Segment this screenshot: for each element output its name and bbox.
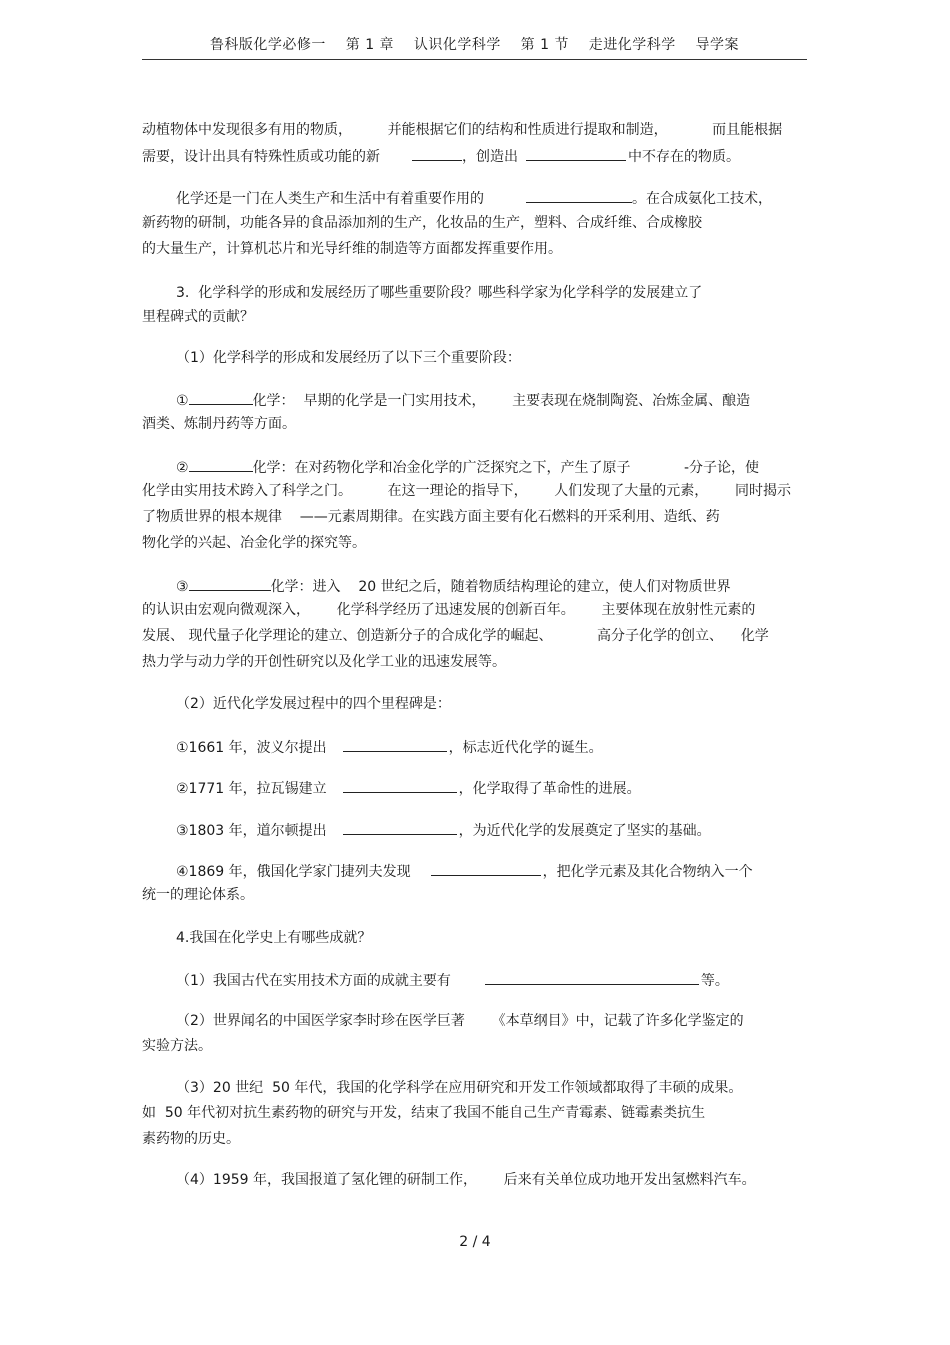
fill-blank[interactable] bbox=[343, 778, 457, 793]
fill-blank[interactable] bbox=[189, 390, 253, 405]
q3-line2: 里程碑式的贡献？ bbox=[142, 309, 254, 325]
stage2-line1: ② 化学：在对药物化学和冶金化学的广泛探究之下，产生了原子 -分子论，使 bbox=[176, 457, 759, 477]
china-achievement-2-line1: （2）世界闻名的中国医学家李时珍在医学巨著 《本草纲目》中，记载了许多化学鉴定的 bbox=[176, 1013, 744, 1029]
fill-blank[interactable] bbox=[189, 576, 271, 591]
china-achievement-3-line2: 如 50 年代初对抗生素药物的研究与开发，结束了我国不能自己生产青霉素、链霉素类抗生 bbox=[142, 1105, 706, 1121]
stage3-line2: 的认识由宏观向微观深入， 化学科学经历了迅速发展的创新百年。 主要体现在放射性元素的 bbox=[142, 602, 756, 618]
p2-line3: 的大量生产，计算机芯片和光导纤维的制造等方面都发挥重要作用。 bbox=[142, 241, 562, 257]
p1-line1: 动植物体中发现很多有用的物质， 并能根据它们的结构和性质进行提取和制造， 而且能根据 bbox=[142, 122, 783, 138]
fill-blank[interactable] bbox=[431, 861, 541, 876]
milestone-4-line2: 统一的理论体系。 bbox=[142, 887, 254, 903]
stage1-line2: 酒类、炼制丹药等方面。 bbox=[142, 416, 296, 432]
milestone-4-line1: ④1869 年，俄国化学家门捷列夫发现 ，把化学元素及其化合物纳入一个 bbox=[176, 861, 753, 881]
p2-line2: 新药物的研制，功能各异的食品添加剂的生产，化妆品的生产，塑料、合成纤维、合成橡胶 bbox=[142, 215, 702, 231]
china-achievement-3-line3: 素药物的历史。 bbox=[142, 1131, 240, 1147]
stage3-line3: 发展、 现代量子化学理论的建立、创造新分子的合成化学的崛起、 高分子化学的创立、 化学 bbox=[142, 628, 769, 644]
china-achievement-3-line1: （3）20 世纪 50 年代，我国的化学科学在应用研究和开发工作领域都取得了丰硕的成果。 bbox=[176, 1080, 743, 1096]
q4-heading: 4.我国在化学史上有哪些成就？ bbox=[176, 930, 372, 946]
fill-blank[interactable] bbox=[343, 737, 447, 752]
stage3-line1: ③ 化学：进入 20 世纪之后，随着物质结构理论的建立，使人们对物质世界 bbox=[176, 576, 731, 596]
section-2-heading: （2）近代化学发展过程中的四个里程碑是： bbox=[176, 696, 451, 712]
stage2-line4: 物化学的兴起、冶金化学的探究等。 bbox=[142, 535, 366, 551]
fill-blank[interactable] bbox=[485, 970, 699, 985]
stage2-line3: 了物质世界的根本规律 ——元素周期律。在实践方面主要有化石燃料的开采利用、造纸、药 bbox=[142, 509, 720, 525]
p2-line1: 化学还是一门在人类生产和生活中有着重要作用的 。在合成氨化工技术， bbox=[176, 188, 772, 208]
header-rule bbox=[142, 59, 807, 60]
page-number: 2 / 4 bbox=[459, 1234, 491, 1250]
milestone-1: ①1661 年，波义尔提出 ，标志近代化学的诞生。 bbox=[176, 737, 603, 757]
section-1-heading: （1）化学科学的形成和发展经历了以下三个重要阶段： bbox=[176, 350, 521, 366]
milestone-2: ②1771 年，拉瓦锡建立 ，化学取得了革命性的进展。 bbox=[176, 778, 641, 798]
china-achievement-2-line2: 实验方法。 bbox=[142, 1038, 212, 1054]
page-header: 鲁科版化学必修一 第 1 章 认识化学科学 第 1 节 走进化学科学 导学案 bbox=[209, 37, 740, 53]
fill-blank[interactable] bbox=[343, 820, 457, 835]
fill-blank[interactable] bbox=[526, 188, 632, 203]
stage1-line1: ① 化学： 早期的化学是一门实用技术， 主要表现在烧制陶瓷、冶炼金属、酿造 bbox=[176, 390, 750, 410]
p1-line2: 需要，设计出具有特殊性质或功能的新 ，创造出 中不存在的物质。 bbox=[142, 146, 740, 166]
stage2-line2: 化学由实用技术跨入了科学之门。 在这一理论的指导下， 人们发现了大量的元素， 同时揭示 bbox=[142, 483, 792, 499]
stage3-line4: 热力学与动力学的开创性研究以及化学工业的迅速发展等。 bbox=[142, 654, 506, 670]
china-achievement-4: （4）1959 年，我国报道了氢化锂的研制工作， 后来有关单位成功地开发出氢燃料汽车。 bbox=[176, 1172, 756, 1188]
china-achievement-1: （1）我国古代在实用技术方面的成就主要有 等。 bbox=[176, 970, 729, 990]
q3-line1: 3. 化学科学的形成和发展经历了哪些重要阶段？哪些科学家为化学科学的发展建立了 bbox=[176, 285, 703, 301]
fill-blank[interactable] bbox=[526, 146, 626, 161]
fill-blank[interactable] bbox=[189, 457, 253, 472]
fill-blank[interactable] bbox=[412, 146, 462, 161]
milestone-3: ③1803 年，道尔顿提出 ，为近代化学的发展奠定了坚实的基础。 bbox=[176, 820, 711, 840]
